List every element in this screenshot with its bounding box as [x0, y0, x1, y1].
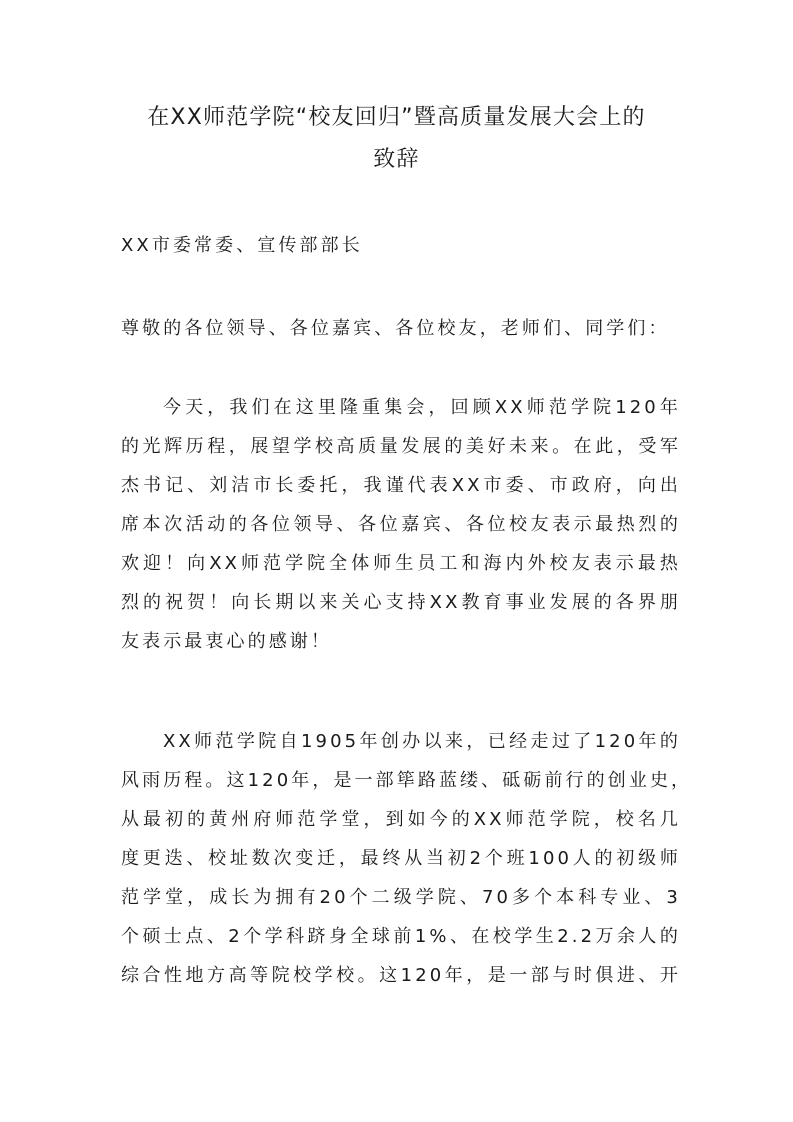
paragraph-line: 席本次活动的各位领导、各位嘉宾、各位校友表示最热烈的	[121, 514, 681, 535]
document-title-line-2: 致辞	[373, 147, 420, 172]
salutation: 尊敬的各位领导、各位嘉宾、各位校友，老师们、同学们：	[121, 318, 670, 339]
paragraph-line: XX师范学院自1905年创办以来，已经走过了120年的	[163, 731, 681, 752]
paragraph-line: 风雨历程。这120年，是一部筚路蓝缕、砥砺前行的创业史，	[121, 770, 693, 791]
paragraph-line: 综合性地方高等院校学校。这120年，是一部与时俱进、开	[121, 965, 681, 986]
paragraph-line: 友表示最衷心的感谢！	[121, 631, 332, 652]
paragraph-line: 个硕士点、2个学科跻身全球前1%、在校学生2.2万余人的	[121, 926, 681, 947]
document-title-line-1: 在XX师范学院“校友回归”暨高质量发展大会上的	[147, 105, 646, 130]
paragraph-line: 从最初的黄州府师范学堂，到如今的XX师范学院，校名几	[121, 809, 681, 830]
author-line: XX市委常委、宣传部部长	[121, 235, 363, 256]
paragraph-line: 的光辉历程，展望学校高质量发展的美好未来。在此，受军	[121, 436, 681, 457]
paragraph-line: 欢迎！向XX师范学院全体师生员工和海内外校友表示最热	[121, 553, 681, 574]
paragraph-line: 今天，我们在这里隆重集会，回顾XX师范学院120年	[163, 397, 681, 418]
paragraph-line: 度更迭、校址数次变迁，最终从当初2个班100人的初级师	[121, 848, 681, 869]
paragraph-line: 杰书记、刘洁市长委托，我谨代表XX市委、市政府，向出	[121, 475, 681, 496]
paragraph-line: 范学堂，成长为拥有20个二级学院、70多个本科专业、3	[121, 887, 681, 908]
paragraph-line: 烈的祝贺！向长期以来关心支持XX教育事业发展的各界朋	[121, 592, 681, 613]
